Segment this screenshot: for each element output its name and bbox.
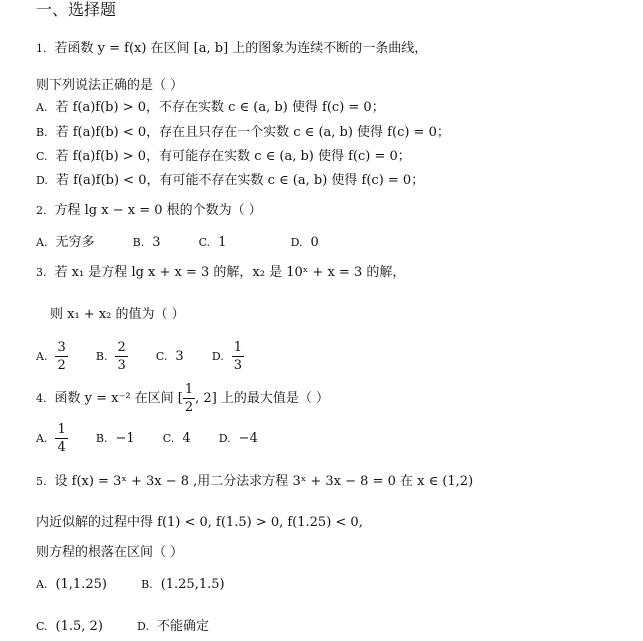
question-4-stem-post: , 2] 上的最大值是（ ） bbox=[195, 391, 330, 406]
fraction-denominator: 3 bbox=[117, 358, 126, 373]
option-label: C. bbox=[155, 350, 168, 363]
fraction-denominator: 2 bbox=[184, 400, 194, 415]
question-1-stem-text: 若函数 y = f(x) 在区间 [a, b] 上的图象为连续不断的一条曲线， bbox=[54, 41, 428, 56]
question-2-option-b bbox=[133, 234, 161, 252]
option-label: C. bbox=[36, 620, 48, 633]
option-text: 若 f(a)f(b) < 0，有可能不存在实数 c ∈ (a, b) 使得 f(c) = 0； bbox=[55, 173, 425, 188]
question-1-option-a bbox=[36, 99, 385, 117]
option-text: 4 bbox=[182, 431, 191, 446]
option-text: 1 bbox=[218, 235, 227, 250]
question-4-option-d bbox=[219, 422, 258, 456]
option-label: D. bbox=[290, 236, 303, 249]
option-text: 不能确定 bbox=[156, 619, 209, 634]
option-text: 若 f(a)f(b) > 0，不存在实数 c ∈ (a, b) 使得 f(c) = 0； bbox=[55, 100, 385, 115]
option-label: D. bbox=[211, 350, 224, 363]
question-5-option-a bbox=[36, 576, 107, 594]
option-label: A. bbox=[36, 578, 48, 591]
interval-fraction bbox=[183, 381, 195, 416]
question-1-option-b bbox=[36, 124, 450, 142]
option-label: C. bbox=[198, 236, 211, 249]
question-3-stem bbox=[36, 264, 405, 282]
question-5-options-row-2 bbox=[36, 618, 243, 636]
question-4-option-a bbox=[36, 421, 68, 456]
fraction-numerator: 3 bbox=[57, 340, 66, 355]
question-3-option-c bbox=[156, 340, 184, 374]
option-text: −1 bbox=[115, 431, 135, 446]
option-label: A. bbox=[36, 101, 48, 114]
option-label: A. bbox=[36, 236, 48, 249]
option-text: 3 bbox=[152, 235, 161, 250]
option-text: (1,1.25) bbox=[55, 577, 107, 592]
fraction bbox=[55, 421, 67, 456]
option-label: B. bbox=[141, 578, 153, 591]
question-2-option-c bbox=[199, 234, 227, 252]
question-1-option-c bbox=[36, 148, 411, 166]
option-text: 若 f(a)f(b) > 0，有可能存在实数 c ∈ (a, b) 使得 f(c) = 0； bbox=[55, 149, 411, 164]
option-label: B. bbox=[132, 236, 145, 249]
option-label: A. bbox=[36, 350, 48, 363]
option-label: D. bbox=[36, 174, 48, 187]
question-5-prompt: 则方程的根落在区间（ ） bbox=[36, 545, 184, 560]
option-label: B. bbox=[95, 432, 108, 445]
question-4-stem bbox=[36, 381, 329, 416]
option-label: B. bbox=[36, 126, 48, 139]
option-label: D. bbox=[137, 620, 149, 633]
question-2-stem-text: 方程 lg x − x = 0 根的个数为（ ） bbox=[54, 203, 262, 218]
question-5-options-row-1 bbox=[36, 576, 259, 594]
fraction-numerator: 1 bbox=[233, 340, 243, 355]
question-2-option-d bbox=[291, 234, 319, 252]
section-title: 一、选择题 bbox=[36, 0, 117, 19]
question-5-option-d bbox=[137, 618, 209, 636]
fraction bbox=[232, 339, 244, 374]
question-5-stem-continued: 内近似解的过程中得 f(1) < 0, f(1.5) > 0, f(1.25) < 0, bbox=[36, 515, 363, 530]
option-label: C. bbox=[36, 150, 48, 163]
question-5-option-c bbox=[36, 618, 103, 636]
fraction-denominator: 4 bbox=[57, 440, 66, 455]
option-text: −4 bbox=[238, 431, 258, 446]
fraction-denominator: 2 bbox=[57, 358, 66, 373]
question-3-options bbox=[36, 339, 278, 374]
option-text: (1.5, 2) bbox=[55, 619, 103, 634]
question-3-option-a bbox=[36, 339, 68, 374]
fraction bbox=[115, 339, 127, 374]
question-1-number: 1. bbox=[36, 42, 47, 55]
fraction-denominator: 3 bbox=[233, 358, 243, 373]
option-label: D. bbox=[218, 432, 231, 445]
question-4-option-b bbox=[96, 422, 135, 456]
question-3-prompt: 则 x₁ + x₂ 的值为（ ） bbox=[50, 307, 185, 322]
question-1-prompt: 则下列说法正确的是（ ） bbox=[36, 78, 184, 93]
fraction bbox=[55, 339, 67, 374]
question-4-number: 4. bbox=[36, 392, 47, 405]
question-2-number: 2. bbox=[36, 204, 47, 217]
question-5-number: 5. bbox=[36, 475, 47, 488]
question-3-stem-text: 若 x₁ 是方程 lg x + x = 3 的解，x₂ 是 10ˣ + x = 3 的解， bbox=[54, 265, 406, 280]
question-5-option-b bbox=[141, 576, 225, 594]
question-1-option-d bbox=[36, 172, 424, 190]
question-2-stem bbox=[36, 202, 262, 220]
question-5-stem bbox=[36, 473, 473, 491]
question-5-stem-text: 设 f(x) = 3ˣ + 3x − 8 ,用二分法求方程 3ˣ + 3x − 8 = 0 在 x ∈ (1,2) bbox=[54, 474, 474, 489]
option-text: 0 bbox=[310, 235, 319, 250]
question-4-option-c bbox=[163, 422, 191, 456]
option-text: 3 bbox=[175, 349, 184, 364]
question-3-option-b bbox=[96, 339, 128, 374]
question-4-options bbox=[36, 421, 292, 456]
question-3-number: 3. bbox=[36, 266, 47, 279]
question-3-option-d bbox=[212, 339, 244, 374]
option-text: (1.25,1.5) bbox=[160, 577, 225, 592]
question-2-option-a bbox=[36, 234, 94, 252]
option-label: B. bbox=[95, 350, 108, 363]
fraction-numerator: 1 bbox=[184, 382, 194, 397]
question-2-options bbox=[36, 234, 353, 252]
option-label: A. bbox=[36, 432, 48, 445]
question-1-stem bbox=[36, 40, 427, 58]
fraction-numerator: 2 bbox=[117, 340, 126, 355]
option-text: 无穷多 bbox=[55, 235, 95, 250]
question-4-stem-pre: 函数 y = x⁻² 在区间 [ bbox=[54, 391, 183, 406]
fraction-numerator: 1 bbox=[57, 422, 66, 437]
option-label: C. bbox=[162, 432, 175, 445]
option-text: 若 f(a)f(b) < 0，存在且只存在一个实数 c ∈ (a, b) 使得 f(c) = 0； bbox=[55, 125, 450, 140]
